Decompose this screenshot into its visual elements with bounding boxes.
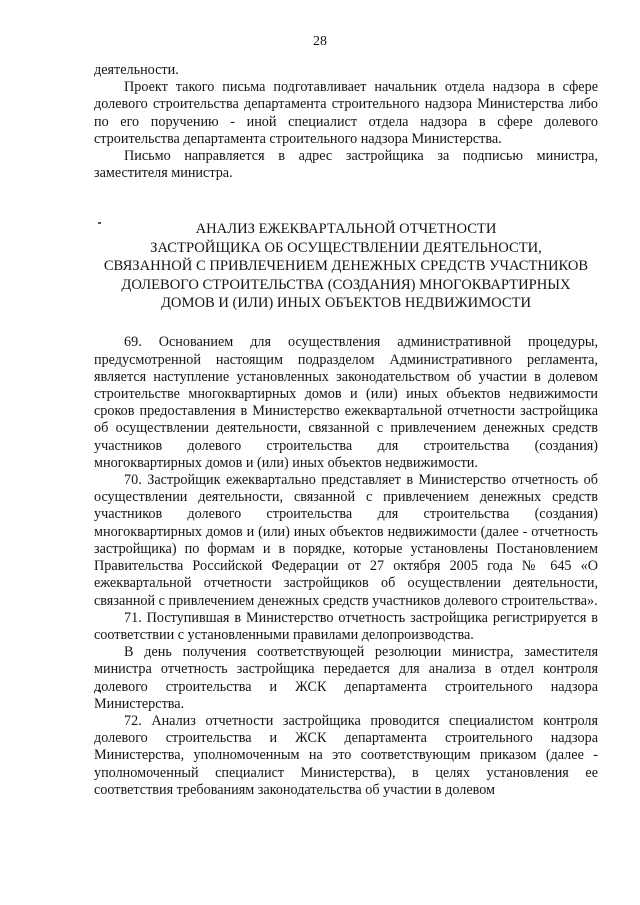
paragraph-72: 72. Анализ отчетности застройщика проводится специалистом контроля долевого строительства и ЖСК департамента строительного надзора Министерства, уполномоченным на это соответствующим приказом (далее - уполномоченный специалист Министерства), в целях установления ее соответствия требованиям законодательства об участии в долевом (94, 712, 598, 798)
paragraph-continuation: деятельности. (94, 62, 179, 78)
heading-line: СВЯЗАННОЙ С ПРИВЛЕЧЕНИЕМ ДЕНЕЖНЫХ СРЕДСТВ УЧАСТНИКОВ (103, 258, 589, 275)
section-heading (94, 220, 598, 312)
paragraph-70: 70. Застройщик ежеквартально представляет в Министерство отчетность об осуществлении деятельности, связанной с привлечением денежных средств участников долевого строительства для строительства (создания) многоквартирных домов и (или) иных объектов недвижимости (далее - отчетность застройщика) по формам и в порядке, которые установлены Постановлением Правительства Российской Федерации от 27 октября 2005 года № 645 «О ежеквартальной отчетности застройщиков об осуществлении деятельности, связанной с привлечением денежных средств участников долевого строительства». (94, 472, 598, 609)
paragraph-69: 69. Основанием для осуществления административной процедуры, предусмотренной настоящим подразделом Административного регламента, является наступление установленных законодательством об участии в долевом строительстве многоквартирных домов и (или) иных объектов недвижимости сроков предоставления в Министерство ежеквартальной отчетности застройщика об осуществлении деятельности, связанной с привлечением денежных средств участников долевого строительства для строительства (создания) многоквартирных домов и (или) иных объектов недвижимости. (94, 334, 598, 471)
paragraph-resolution: В день получения соответствующей резолюции министра, заместителя министра отчетность застройщика передается для анализа в отдел контроля долевого строительства и ЖСК департамента строительного надзора Министерства. (94, 644, 598, 712)
heading-line: ДОЛЕВОГО СТРОИТЕЛЬСТВА (СОЗДАНИЯ) МНОГОКВАРТИРНЫХ (121, 276, 571, 293)
page-number: 28 (313, 34, 327, 49)
document-body (94, 62, 598, 799)
heading-line: АНАЛИЗ ЕЖЕКВАРТАЛЬНОЙ ОТЧЕТНОСТИ (195, 221, 497, 238)
paragraph-71: 71. Поступившая в Министерство отчетность застройщика регистрируется в соответствии с установленными правилами делопроизводства. (94, 609, 598, 643)
paragraph-letter-draft: Проект такого письма подготавливает начальник отдела надзора в сфере долевого строительства департамента строительного надзора Министерства либо по его поручению - иной специалист отдела надзора в сфере долевого строительства департамента строительного надзора Министерства. (94, 79, 598, 147)
paragraph-letter-signature: Письмо направляется в адрес застройщика за подписью министра, заместителя министра. (94, 148, 598, 182)
heading-line: ДОМОВ И (ИЛИ) ИНЫХ ОБЪЕКТОВ НЕДВИЖИМОСТИ (160, 295, 532, 312)
heading-line: ЗАСТРОЙЩИКА ОБ ОСУЩЕСТВЛЕНИИ ДЕЯТЕЛЬНОСТИ, (150, 239, 542, 256)
